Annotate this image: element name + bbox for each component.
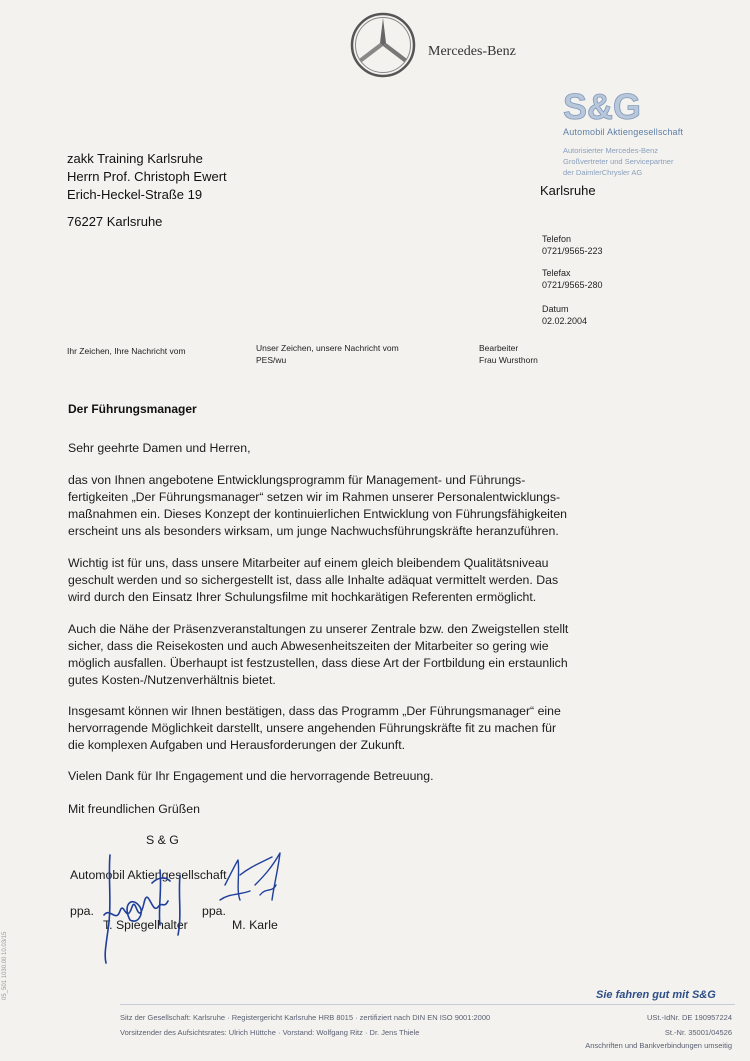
ppa-label-2: ppa. — [202, 904, 226, 918]
paragraph-line: Wichtig ist für uns, dass unsere Mitarbeiter auf einem gleich bleibendem Qualitätsniveau — [68, 556, 549, 570]
paragraph-line: erscheint uns als besonders wirksam, um junge Nachwuchsführungskräfte heranzuführen. — [68, 524, 559, 538]
form-code: 05_501 1030.00 10.03/15 — [2, 931, 8, 1000]
paragraph-4 — [68, 703, 668, 754]
recipient-zip-city: 76227 Karlsruhe — [67, 214, 163, 229]
our-ref-label: Unser Zeichen, unsere Nachricht vom — [256, 343, 399, 353]
paragraph-2 — [68, 555, 668, 606]
footer-divider — [120, 1004, 735, 1005]
ppa-label-1: ppa. — [70, 904, 94, 918]
fax-label: Telefax — [542, 268, 571, 278]
closing: Mit freundlichen Grüßen — [68, 802, 200, 816]
footer-line: Sitz der Gesellschaft: Karlsruhe · Registergericht Karlsruhe HRB 8015 · zertifiziert nach DIN EN ISO 9001:2000 — [120, 1013, 491, 1022]
sg-desc-line: Großvertreter und Servicepartner — [563, 157, 674, 166]
thanks-line: Vielen Dank für Ihr Engagement und die hervorragende Betreuung. — [68, 769, 434, 783]
footer-company-info — [120, 1010, 490, 1040]
sender-city: Karlsruhe — [540, 183, 596, 198]
handler-value: Frau Wursthorn — [479, 355, 538, 365]
sg-logo-icon — [563, 88, 663, 124]
sg-desc-line: Autorisierter Mercedes-Benz — [563, 146, 659, 155]
footer-tax-info — [630, 1010, 732, 1040]
paragraph-line: fertigkeiten „Der Führungsmanager“ setzen wir im Rahmen unserer Personalentwicklungs- — [68, 490, 561, 504]
our-ref-value: PES/wu — [256, 355, 287, 365]
brand-name: Mercedes-Benz — [428, 44, 516, 59]
paragraph-line: maßnahmen ein. Dieses Konzept der kontinuierlichen Entwicklung von Führungsfähigkeiten — [68, 507, 567, 521]
mercedes-star-icon — [350, 12, 416, 78]
handwritten-signature-icon — [60, 845, 300, 965]
signer-name-1: T. Spiegelhalter — [103, 918, 188, 932]
paragraph-3 — [68, 621, 668, 689]
phone-number: 0721/9565-223 — [542, 246, 603, 256]
signature-company-short: S & G — [146, 833, 179, 847]
paragraph-line: das von Ihnen angebotene Entwicklungsprogramm für Management- und Führungs- — [68, 473, 526, 487]
signature-company-long: Automobil Aktiengesellschaft — [70, 868, 227, 882]
paragraph-1 — [68, 472, 668, 540]
footer-slogan: Sie fahren gut mit S&G — [596, 989, 716, 1001]
footer-vat: USt.-IdNr. DE 190957224 — [646, 1013, 732, 1022]
recipient-line: Erich-Heckel-Straße 19 — [67, 187, 203, 202]
paragraph-line: geschult werden und so sichergestellt ist, dass alle Inhalte adäquat vermittelt werden. Das — [68, 573, 559, 587]
paragraph-line: Auch die Nähe der Präsenzveranstaltungen zu unserer Zentrale bzw. den Zweigstellen stellt — [68, 622, 569, 636]
recipient-line: zakk Training Karlsruhe — [67, 151, 203, 166]
sg-desc-line: der DaimlerChrysler AG — [563, 168, 643, 177]
paragraph-line: die komplexen Aufgaben und Herausforderungen der Zukunft. — [68, 738, 406, 752]
your-ref-label: Ihr Zeichen, Ihre Nachricht vom — [67, 346, 186, 356]
sg-logo-text: S&G — [563, 88, 642, 124]
phone-label: Telefon — [542, 234, 572, 244]
footer-tax: St.-Nr. 35001/04526 — [664, 1028, 732, 1037]
salutation: Sehr geehrte Damen und Herren, — [68, 441, 251, 455]
letter-subject: Der Führungsmanager — [68, 402, 197, 416]
paragraph-line: möglich ausfallen. Überhaupt ist festzustellen, dass diese Art der Fortbildung ein erstaunlich — [68, 656, 568, 670]
phone-block — [542, 233, 603, 257]
recipient-address — [67, 150, 227, 204]
fax-block — [542, 267, 603, 291]
paragraph-line: wird durch den Einsatz Ihrer Schulungsfilme mit hochkarätigen Referenten ermöglicht. — [68, 590, 537, 604]
footer-bank-note: Anschriften und Bankverbindungen umseitig — [585, 1041, 732, 1050]
fax-number: 0721/9565-280 — [542, 280, 603, 290]
footer-line: Vorsitzender des Aufsichtsrates: Ulrich Hüttche · Vorstand: Wolfgang Ritz · Dr. Jens Thiele — [120, 1028, 420, 1037]
sg-description — [563, 145, 673, 178]
signer-name-2: M. Karle — [232, 918, 278, 932]
paragraph-line: gutes Kosten-/Nutzenverhältnis bietet. — [68, 673, 276, 687]
paragraph-line: hervorragende Möglichkeit darstellt, unsere angehenden Führungskräfte fit zu machen für — [68, 721, 557, 735]
date-label: Datum — [542, 304, 569, 314]
date-block — [542, 303, 587, 327]
date-value: 02.02.2004 — [542, 316, 588, 326]
paragraph-line: Insgesamt können wir Ihnen bestätigen, dass das Programm „Der Führungsmanager“ eine — [68, 704, 561, 718]
paragraph-line: sicher, dass die Reisekosten und auch Abwesenheitszeiten der Mitarbeiter so gering wie — [68, 639, 549, 653]
handler-label: Bearbeiter — [479, 343, 519, 353]
recipient-line: Herrn Prof. Christoph Ewert — [67, 169, 227, 184]
sg-company: Automobil Aktiengesellschaft — [563, 127, 684, 137]
